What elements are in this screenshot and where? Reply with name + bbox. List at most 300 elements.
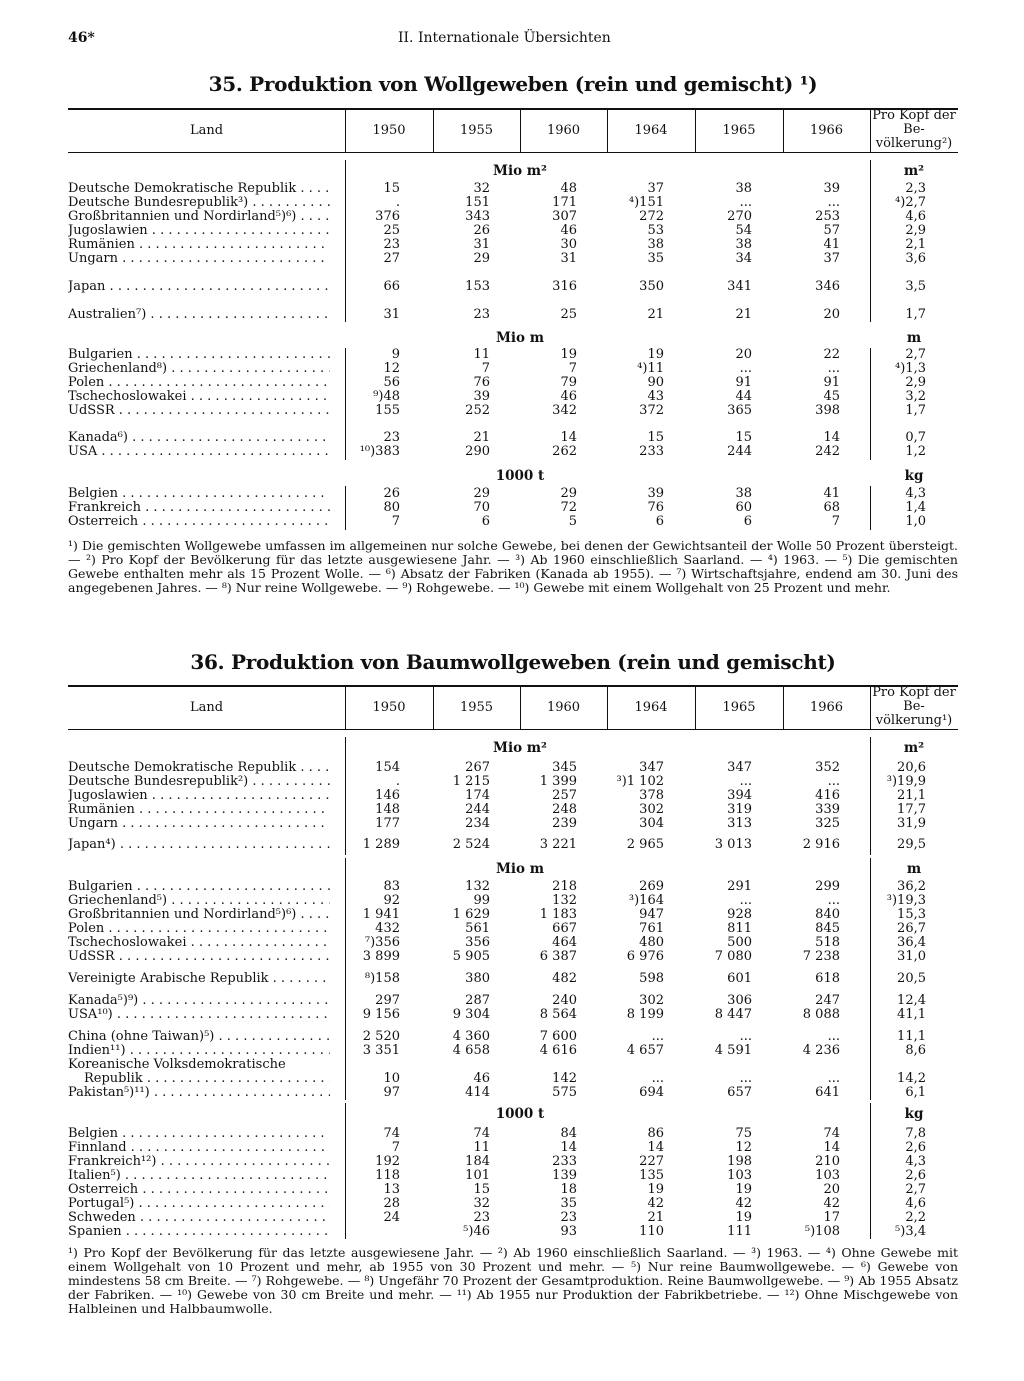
value-cell: 350 bbox=[639, 279, 664, 294]
value-cell: 29 bbox=[560, 486, 577, 501]
value-cell: 3 899 bbox=[362, 949, 400, 964]
country-name: Deutsche Demokratische Republik . . . bbox=[68, 761, 330, 775]
table-row bbox=[68, 761, 958, 775]
country-name: Belgien . . . bbox=[68, 487, 330, 501]
per-capita-value: 4,3 bbox=[905, 1154, 926, 1169]
value-cell: 2 916 bbox=[802, 837, 840, 852]
value-cell: 306 bbox=[727, 993, 752, 1008]
value-cell: 111 bbox=[727, 1224, 752, 1239]
value-cell: 1 183 bbox=[539, 907, 577, 922]
per-capita-value: 3,2 bbox=[905, 389, 926, 404]
table-row bbox=[68, 280, 958, 294]
value-cell: 20 bbox=[735, 347, 752, 362]
value-cell: 253 bbox=[815, 209, 840, 224]
value-cell: 5 905 bbox=[452, 949, 490, 964]
value-cell: ... bbox=[739, 893, 752, 908]
unit-label: Mio m² bbox=[493, 163, 547, 179]
value-cell: 154 bbox=[375, 760, 400, 775]
value-cell: 171 bbox=[552, 195, 577, 210]
value-cell: 307 bbox=[552, 209, 577, 224]
value-cell: ... bbox=[827, 1029, 840, 1044]
per-capita-value: 1,2 bbox=[905, 444, 926, 459]
value-cell: ⁵)46 bbox=[463, 1224, 490, 1239]
per-capita-value: 2,2 bbox=[905, 1210, 926, 1225]
value-cell: 840 bbox=[815, 907, 840, 922]
value-cell: 7 bbox=[391, 1140, 400, 1155]
per-capita-value: 0,7 bbox=[905, 430, 926, 445]
value-cell: 7 080 bbox=[714, 949, 752, 964]
value-cell: 43 bbox=[647, 389, 664, 404]
value-cell: 378 bbox=[639, 788, 664, 803]
value-cell: ³)164 bbox=[628, 893, 664, 908]
value-cell: 39 bbox=[823, 181, 840, 196]
value-cell: 4 658 bbox=[452, 1043, 490, 1058]
country-name: Großbritannien und Nordirland⁵)⁶) . . . bbox=[68, 908, 330, 922]
column-header-year: 1950 bbox=[372, 700, 406, 715]
table-row bbox=[68, 894, 958, 908]
value-cell: . bbox=[395, 774, 400, 789]
value-cell: 4 360 bbox=[452, 1029, 490, 1044]
country-name: Polen . . . bbox=[68, 376, 330, 390]
value-cell: ... bbox=[827, 361, 840, 376]
value-cell: 345 bbox=[552, 760, 577, 775]
value-cell: 218 bbox=[552, 879, 577, 894]
value-cell: 28 bbox=[383, 1196, 400, 1211]
table-row bbox=[68, 1141, 958, 1155]
value-cell: 667 bbox=[552, 921, 577, 936]
value-cell: 54 bbox=[735, 223, 752, 238]
value-cell: 416 bbox=[815, 788, 840, 803]
value-cell: 8 088 bbox=[802, 1007, 840, 1022]
per-capita-value: 2,6 bbox=[905, 1168, 926, 1183]
value-cell: 928 bbox=[727, 907, 752, 922]
country-name: Frankreich . . . bbox=[68, 501, 330, 515]
value-cell: 29 bbox=[473, 486, 490, 501]
value-cell: 46 bbox=[560, 389, 577, 404]
value-cell: ⁹)48 bbox=[373, 389, 400, 404]
value-cell: 90 bbox=[647, 375, 664, 390]
value-cell: 575 bbox=[552, 1085, 577, 1100]
value-cell: 198 bbox=[727, 1154, 752, 1169]
section-title: II. Internationale Übersichten bbox=[398, 30, 611, 46]
value-cell: 272 bbox=[639, 209, 664, 224]
value-cell: 174 bbox=[465, 788, 490, 803]
column-header-year: 1966 bbox=[809, 123, 844, 138]
value-cell: 302 bbox=[639, 993, 664, 1008]
per-capita-value: 3,6 bbox=[905, 251, 926, 266]
table-row bbox=[68, 994, 958, 1008]
value-cell: 811 bbox=[727, 921, 752, 936]
value-cell: 92 bbox=[383, 893, 400, 908]
value-cell: 3 221 bbox=[539, 837, 577, 852]
unit-label: 1000 t bbox=[495, 468, 545, 484]
per-capita-value: 41,1 bbox=[897, 1007, 926, 1022]
value-cell: 210 bbox=[815, 1154, 840, 1169]
value-cell: 46 bbox=[560, 223, 577, 238]
column-header-year: 1964 bbox=[634, 123, 668, 138]
per-capita-value: 20,5 bbox=[897, 971, 926, 986]
value-cell: 518 bbox=[815, 935, 840, 950]
value-cell: 7 bbox=[831, 514, 840, 529]
value-cell: 464 bbox=[552, 935, 577, 950]
value-cell: 91 bbox=[735, 375, 752, 390]
unit-label-per-capita: kg bbox=[904, 1106, 924, 1122]
value-cell: 132 bbox=[465, 879, 490, 894]
value-cell: 38 bbox=[647, 237, 664, 252]
value-cell: 139 bbox=[552, 1168, 577, 1183]
per-capita-value: 8,6 bbox=[905, 1043, 926, 1058]
value-cell: 346 bbox=[815, 279, 840, 294]
value-cell: 242 bbox=[815, 444, 840, 459]
value-cell: 21 bbox=[647, 1210, 664, 1225]
table-row bbox=[68, 362, 958, 376]
country-name: Japan⁴) . . . bbox=[68, 838, 330, 852]
per-capita-value: 2,9 bbox=[905, 375, 926, 390]
value-cell: 21 bbox=[473, 430, 490, 445]
value-cell: 343 bbox=[465, 209, 490, 224]
value-cell: ... bbox=[739, 774, 752, 789]
table-row bbox=[68, 1183, 958, 1197]
country-name: UdSSR . . . bbox=[68, 404, 330, 418]
value-cell: 1 289 bbox=[362, 837, 400, 852]
table-row bbox=[68, 1072, 958, 1086]
value-cell: 297 bbox=[375, 993, 400, 1008]
column-header-year: 1965 bbox=[722, 700, 756, 715]
value-cell: 57 bbox=[823, 223, 840, 238]
value-cell: 184 bbox=[465, 1154, 490, 1169]
value-cell: 53 bbox=[647, 223, 664, 238]
value-cell: 8 564 bbox=[539, 1007, 577, 1022]
country-name: Finnland . . . bbox=[68, 1141, 330, 1155]
table-row bbox=[68, 431, 958, 445]
value-cell: 356 bbox=[465, 935, 490, 950]
value-cell: 482 bbox=[552, 971, 577, 986]
value-cell: 13 bbox=[383, 1182, 400, 1197]
country-name: Ungarn . . . bbox=[68, 817, 330, 831]
value-cell: 257 bbox=[552, 788, 577, 803]
value-cell: 15 bbox=[473, 1182, 490, 1197]
value-cell: 947 bbox=[639, 907, 664, 922]
value-cell: 41 bbox=[823, 486, 840, 501]
table-row bbox=[68, 224, 958, 238]
value-cell: ⁷)356 bbox=[364, 935, 400, 950]
value-cell: 598 bbox=[639, 971, 664, 986]
page-number: 46* bbox=[68, 30, 95, 46]
value-cell: 252 bbox=[465, 403, 490, 418]
value-cell: 66 bbox=[383, 279, 400, 294]
unit-label-per-capita: kg bbox=[904, 468, 924, 484]
value-cell: 2 524 bbox=[452, 837, 490, 852]
table-row bbox=[68, 936, 958, 950]
value-cell: 20 bbox=[823, 307, 840, 322]
value-cell: 30 bbox=[560, 237, 577, 252]
value-cell: 269 bbox=[639, 879, 664, 894]
per-capita-value: ⁴)2,7 bbox=[895, 195, 926, 210]
value-cell: 22 bbox=[823, 347, 840, 362]
value-cell: ... bbox=[739, 1029, 752, 1044]
per-capita-value: 2,3 bbox=[905, 181, 926, 196]
value-cell: 19 bbox=[560, 347, 577, 362]
value-cell: 19 bbox=[735, 1210, 752, 1225]
table-row bbox=[68, 182, 958, 196]
table-row bbox=[68, 950, 958, 964]
value-cell: 313 bbox=[727, 816, 752, 831]
table-36-title: 36. Produktion von Baumwollgeweben (rein und gemischt) bbox=[190, 650, 836, 674]
value-cell: 6 bbox=[743, 514, 752, 529]
table-row bbox=[68, 1225, 958, 1239]
country-name: Griechenland⁸) . . . bbox=[68, 362, 330, 376]
country-name: Tschechoslowakei . . . bbox=[68, 936, 330, 950]
country-name: Indien¹¹) . . . bbox=[68, 1044, 330, 1058]
value-cell: 74 bbox=[383, 1126, 400, 1141]
value-cell: 244 bbox=[465, 802, 490, 817]
country-name: Jugoslawien . . . bbox=[68, 224, 330, 238]
value-cell: 38 bbox=[735, 486, 752, 501]
value-cell: 244 bbox=[727, 444, 752, 459]
unit-label-per-capita: m bbox=[906, 330, 922, 346]
country-name: Australien⁷) . . . bbox=[68, 308, 330, 322]
value-cell: 302 bbox=[639, 802, 664, 817]
value-cell: 342 bbox=[552, 403, 577, 418]
country-name: Schweden . . . bbox=[68, 1211, 330, 1225]
per-capita-value: 21,1 bbox=[897, 788, 926, 803]
value-cell: 192 bbox=[375, 1154, 400, 1169]
value-cell: 26 bbox=[473, 223, 490, 238]
value-cell: 761 bbox=[639, 921, 664, 936]
table-row bbox=[68, 817, 958, 831]
country-name: Polen . . . bbox=[68, 922, 330, 936]
value-cell: 118 bbox=[375, 1168, 400, 1183]
table-row bbox=[68, 390, 958, 404]
value-cell: 23 bbox=[383, 237, 400, 252]
header-top-rule bbox=[68, 108, 958, 110]
value-cell: 618 bbox=[815, 971, 840, 986]
value-cell: 46 bbox=[473, 1071, 490, 1086]
value-cell: 4 236 bbox=[802, 1043, 840, 1058]
value-cell: 93 bbox=[560, 1224, 577, 1239]
value-cell: 601 bbox=[727, 971, 752, 986]
table-row bbox=[68, 1211, 958, 1225]
value-cell: 352 bbox=[815, 760, 840, 775]
value-cell: 45 bbox=[823, 389, 840, 404]
table-row bbox=[68, 515, 958, 529]
country-name: Japan . . . bbox=[68, 280, 330, 294]
value-cell: 110 bbox=[639, 1224, 664, 1239]
value-cell: ... bbox=[827, 774, 840, 789]
value-cell: 39 bbox=[647, 486, 664, 501]
country-name: Kanada⁵)⁹) . . . bbox=[68, 994, 330, 1008]
value-cell: 76 bbox=[473, 375, 490, 390]
table-row bbox=[68, 210, 958, 224]
value-cell: 42 bbox=[735, 1196, 752, 1211]
value-cell: 394 bbox=[727, 788, 752, 803]
value-cell: 4 616 bbox=[539, 1043, 577, 1058]
per-capita-value: ³)19,9 bbox=[886, 774, 926, 789]
value-cell: 97 bbox=[383, 1085, 400, 1100]
value-cell: ⁸)158 bbox=[364, 971, 400, 986]
country-name: Rumänien . . . bbox=[68, 238, 330, 252]
value-cell: 657 bbox=[727, 1085, 752, 1100]
page-header bbox=[68, 30, 958, 50]
value-cell: 35 bbox=[647, 251, 664, 266]
value-cell: 19 bbox=[647, 1182, 664, 1197]
value-cell: 24 bbox=[383, 1210, 400, 1225]
value-cell: 14 bbox=[560, 1140, 577, 1155]
value-cell: 3 351 bbox=[362, 1043, 400, 1058]
value-cell: 18 bbox=[560, 1182, 577, 1197]
table-row bbox=[68, 1030, 958, 1044]
table-row bbox=[68, 972, 958, 986]
value-cell: 23 bbox=[560, 1210, 577, 1225]
country-name: Griechenland⁵) . . . bbox=[68, 894, 330, 908]
per-capita-value: ⁴)1,3 bbox=[895, 361, 926, 376]
per-capita-value: 1,7 bbox=[905, 403, 926, 418]
value-cell: ⁵)108 bbox=[804, 1224, 840, 1239]
value-cell: 83 bbox=[383, 879, 400, 894]
value-cell: 6 bbox=[655, 514, 664, 529]
column-header-year: 1964 bbox=[634, 700, 668, 715]
table-row bbox=[68, 252, 958, 266]
column-header-year: 1955 bbox=[459, 700, 494, 715]
value-cell: 341 bbox=[727, 279, 752, 294]
column-header-land: Land bbox=[189, 123, 224, 138]
value-cell: 372 bbox=[639, 403, 664, 418]
table-row bbox=[68, 789, 958, 803]
per-capita-value: 36,2 bbox=[897, 879, 926, 894]
value-cell: 75 bbox=[735, 1126, 752, 1141]
value-cell: 1 629 bbox=[452, 907, 490, 922]
value-cell: 414 bbox=[465, 1085, 490, 1100]
value-cell: 3 013 bbox=[714, 837, 752, 852]
value-cell: 316 bbox=[552, 279, 577, 294]
per-capita-value: 29,5 bbox=[897, 837, 926, 852]
table-row bbox=[68, 445, 958, 459]
value-cell: 23 bbox=[473, 1210, 490, 1225]
country-name: Pakistan⁵)¹¹) . . . bbox=[68, 1086, 330, 1100]
value-cell: 376 bbox=[375, 209, 400, 224]
country-name: Rumänien . . . bbox=[68, 803, 330, 817]
value-cell: 135 bbox=[639, 1168, 664, 1183]
table-row bbox=[68, 1058, 958, 1072]
value-cell: 234 bbox=[465, 816, 490, 831]
value-cell: 480 bbox=[639, 935, 664, 950]
value-cell: 74 bbox=[823, 1126, 840, 1141]
value-cell: 7 600 bbox=[539, 1029, 577, 1044]
country-name: Italien⁵) . . . bbox=[68, 1169, 330, 1183]
value-cell: 9 bbox=[391, 347, 400, 362]
country-name: Vereinigte Arabische Republik . . . bbox=[68, 972, 330, 986]
per-capita-value: 14,2 bbox=[897, 1071, 926, 1086]
value-cell: 5 bbox=[568, 514, 577, 529]
unit-label: 1000 t bbox=[495, 1106, 545, 1122]
per-capita-value: 31,0 bbox=[897, 949, 926, 964]
table-36-footnotes: ¹) Pro Kopf der Bevölkerung für das letzte ausgewiesene Jahr. — ²) Ab 1960 einschließlich Saarland. — ³) 1963. — ⁴) Ohne Gewebe mit einem Wollgehalt von 10 Prozent und mehr, ab 1955 von 30 Prozent und mehr. — ⁵) Nur reine Baumwollgewebe. — ⁶) Gewebe von mindestens 58 cm Breite. — ⁷) Rohgewebe. — ⁸) Ungefähr 70 Prozent der Gesamtproduktion. Reine Baumwollgewebe. — ⁹) Ab 1955 Absatz der Fabriken. — ¹⁰) Gewebe von 30 cm Breite und mehr. — ¹¹) Ab 1955 nur Produktion der Fabrikbetriebe. — ¹²) Ohne Mischgewebe von Halbleinen und Halbbaumwolle. bbox=[68, 1245, 958, 1316]
per-capita-value: 12,4 bbox=[897, 993, 926, 1008]
per-capita-value: 26,7 bbox=[897, 921, 926, 936]
value-cell: 227 bbox=[639, 1154, 664, 1169]
country-name: USA¹⁰) . . . bbox=[68, 1008, 330, 1022]
value-cell: ... bbox=[827, 195, 840, 210]
value-cell: 325 bbox=[815, 816, 840, 831]
value-cell: 233 bbox=[639, 444, 664, 459]
table-row bbox=[68, 348, 958, 362]
value-cell: 70 bbox=[473, 500, 490, 515]
value-cell: ... bbox=[827, 893, 840, 908]
value-cell: 432 bbox=[375, 921, 400, 936]
value-cell: 151 bbox=[465, 195, 490, 210]
country-name: Jugoslawien . . . bbox=[68, 789, 330, 803]
value-cell: 84 bbox=[560, 1126, 577, 1141]
value-cell: 80 bbox=[383, 500, 400, 515]
value-cell: ... bbox=[651, 1029, 664, 1044]
value-cell: 14 bbox=[823, 1140, 840, 1155]
value-cell: 23 bbox=[473, 307, 490, 322]
value-cell: 380 bbox=[465, 971, 490, 986]
value-cell: 845 bbox=[815, 921, 840, 936]
value-cell: 38 bbox=[735, 181, 752, 196]
value-cell: ... bbox=[739, 195, 752, 210]
table-row bbox=[68, 880, 958, 894]
value-cell: 31 bbox=[473, 237, 490, 252]
value-cell: 262 bbox=[552, 444, 577, 459]
value-cell: 153 bbox=[465, 279, 490, 294]
country-name: Portugal⁵) . . . bbox=[68, 1197, 330, 1211]
value-cell: 240 bbox=[552, 993, 577, 1008]
value-cell: 146 bbox=[375, 788, 400, 803]
value-cell: 31 bbox=[560, 251, 577, 266]
value-cell: 1 215 bbox=[452, 774, 490, 789]
country-name: UdSSR . . . bbox=[68, 950, 330, 964]
value-cell: 6 bbox=[481, 514, 490, 529]
per-capita-value: 2,7 bbox=[905, 1182, 926, 1197]
country-name: Deutsche Demokratische Republik . . . bbox=[68, 182, 330, 196]
per-capita-value: 36,4 bbox=[897, 935, 926, 950]
value-cell: 347 bbox=[727, 760, 752, 775]
table-row bbox=[68, 308, 958, 322]
country-name: Ungarn . . . bbox=[68, 252, 330, 266]
value-cell: 339 bbox=[815, 802, 840, 817]
value-cell: 347 bbox=[639, 760, 664, 775]
value-cell: . bbox=[395, 195, 400, 210]
value-cell: 9 304 bbox=[452, 1007, 490, 1022]
value-cell: 103 bbox=[727, 1168, 752, 1183]
country-name: Großbritannien und Nordirland⁵)⁶) . . . bbox=[68, 210, 330, 224]
per-capita-value: 3,5 bbox=[905, 279, 926, 294]
value-cell: 14 bbox=[823, 430, 840, 445]
value-cell: 20 bbox=[823, 1182, 840, 1197]
value-cell: 7 bbox=[391, 514, 400, 529]
value-cell: 14 bbox=[647, 1140, 664, 1155]
value-cell: 29 bbox=[473, 251, 490, 266]
value-cell: 15 bbox=[735, 430, 752, 445]
value-cell: 8 199 bbox=[626, 1007, 664, 1022]
per-capita-value: 31,9 bbox=[897, 816, 926, 831]
value-cell: 11 bbox=[473, 347, 490, 362]
column-header-pro-kopf: Pro Kopf der Be-völkerung²) bbox=[872, 108, 956, 151]
value-cell: 291 bbox=[727, 879, 752, 894]
value-cell: 239 bbox=[552, 816, 577, 831]
value-cell: 304 bbox=[639, 816, 664, 831]
country-name: USA . . . bbox=[68, 445, 330, 459]
value-cell: 19 bbox=[647, 347, 664, 362]
value-cell: 10 bbox=[383, 1071, 400, 1086]
per-capita-value: 2,6 bbox=[905, 1140, 926, 1155]
table-row bbox=[68, 404, 958, 418]
value-cell: 74 bbox=[473, 1126, 490, 1141]
per-capita-value: 1,4 bbox=[905, 500, 926, 515]
value-cell: 6 387 bbox=[539, 949, 577, 964]
value-cell: ¹⁰)383 bbox=[359, 444, 400, 459]
